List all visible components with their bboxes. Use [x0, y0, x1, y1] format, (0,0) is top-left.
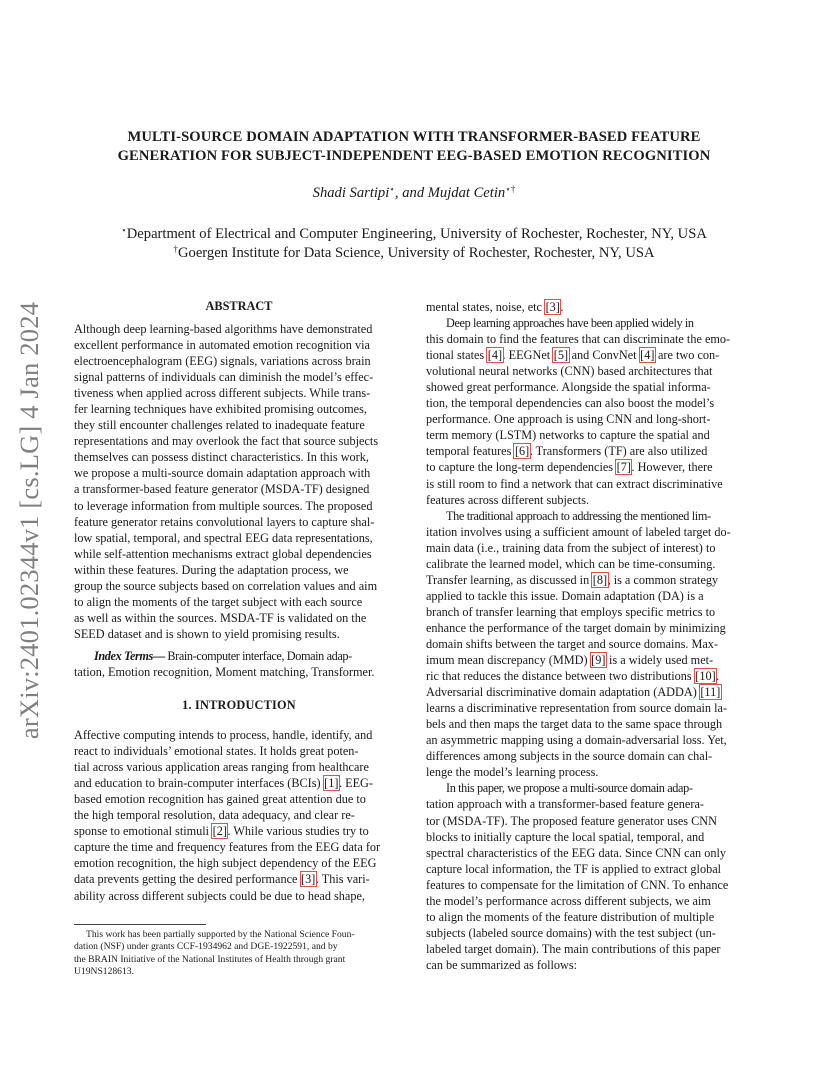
body-line: differences among subjects in the source domain can chal- [426, 749, 713, 764]
body-line [426, 299, 756, 315]
body-text: to capture the long-term dependencies [426, 460, 617, 475]
body-text: . Transformers (TF) are also utilized [529, 444, 708, 459]
citation-link[interactable]: [2] [212, 824, 227, 839]
affiliation-line [74, 225, 754, 244]
body-line: performance. One approach is using CNN and long-short- [426, 412, 711, 427]
body-line: subjects (labeled source domains) with the test subject (un- [426, 925, 716, 940]
abstract-line: themselves can possess distinct characteristics. In this work, [74, 450, 369, 465]
abstract-line: a transformer-based feature generator (MSDA-TF) designed [74, 482, 370, 497]
arxiv-stamp-text: arXiv:2401.02344v1 [cs.LG] 4 Jan 2024 [14, 301, 45, 739]
citation-link[interactable]: [4] [487, 348, 503, 363]
abstract-line: excellent performance in automated emotion recognition via [74, 338, 370, 353]
intro-line [74, 775, 404, 791]
intro-line: ability across different subjects could be due to head shape, [74, 888, 365, 903]
body-line [426, 459, 756, 475]
funding-footnote [74, 929, 404, 978]
paper-title [74, 128, 754, 166]
body-line: enhance the performance of the target domain by minimizing [426, 620, 726, 635]
body-line: can be summarized as follows: [426, 957, 578, 972]
abstract-line: within these features. During the adaptation process, we [74, 562, 349, 577]
footnote-line: This work has been partially supported by the National Science Foun- [86, 929, 355, 940]
intro-line: react to individuals’ emotional states. It holds great poten- [74, 744, 359, 759]
right-column [426, 299, 756, 973]
abstract-line: electroencephalogram (EEG) signals, variations across brain [74, 354, 371, 369]
intro-line: based emotion recognition has gained great attention due to [74, 792, 366, 807]
abstract-line: SEED dataset and is shown to yield promising results. [74, 626, 340, 641]
abstract-line: feature generator retains convolutional layers to capture shal- [74, 514, 375, 529]
body-line: bels and then maps the target data to the same space through [426, 717, 723, 732]
arxiv-identifier-stamp [10, 296, 50, 744]
body-text: temporal features [426, 444, 515, 459]
abstract-line: group the source subjects based on correlation values and aim [74, 578, 378, 593]
citation-link[interactable]: [4] [640, 348, 655, 363]
affiliations [74, 225, 754, 262]
abstract-line: representations and may overlook the fact that source subjects [74, 434, 379, 449]
body-text: mental states, noise, etc [426, 300, 546, 314]
intro-text: sponse to emotional stimuli [74, 824, 213, 839]
body-line: features to compensate for the limitation of CNN. To enhance [426, 877, 729, 892]
body-text: . [716, 669, 720, 684]
body-line: itation involves using a sufficient amount of labeled target do- [426, 524, 731, 539]
body-line: lenge the model’s learning process. [426, 765, 599, 780]
body-line: tation approach with a transformer-based feature genera- [426, 797, 704, 812]
body-line [426, 572, 756, 588]
citation-link[interactable]: [5] [553, 348, 569, 363]
intro-line: tial across various application areas ranging from healthcare [74, 760, 369, 775]
abstract-line: signal patterns of individuals can diminish the model’s effec- [74, 370, 374, 385]
index-terms-text: Brain-computer interface, Domain adap- [164, 648, 352, 663]
intro-text: . EEG- [338, 776, 373, 791]
abstract-line: as well as within the sources. MSDA-TF is validated on the [74, 610, 367, 625]
body-line [426, 668, 756, 684]
intro-line [74, 871, 404, 887]
citation-link[interactable]: [6] [514, 444, 530, 459]
body-paragraph [426, 508, 756, 781]
body-line: labeled target domain). The main contributions of this paper [426, 941, 721, 956]
author-mark: ⋆ [389, 184, 395, 194]
intro-text: data prevents getting the desired performance [74, 872, 301, 887]
index-terms [74, 648, 404, 680]
citation-link[interactable]: [9] [591, 653, 606, 668]
introduction-paragraph [74, 727, 404, 904]
body-line: main data (i.e., training data from the subject of interest) to [426, 540, 716, 555]
section-heading: 1. INTRODUCTION [182, 698, 296, 713]
abstract-body [74, 321, 404, 642]
affiliation-text: Department of Electrical and Computer Engineering, University of Rochester, Rochester, NY, USA [126, 226, 707, 242]
index-terms-line: tation, Emotion recognition, Moment matching, Transformer. [74, 664, 375, 679]
citation-link[interactable]: [10] [695, 669, 716, 684]
body-line: blocks to initially capture the local spatial, temporal, and [426, 829, 705, 844]
body-text: , is a common strategy [607, 572, 719, 587]
footnote-divider [74, 924, 206, 925]
author-name: Mujdat Cetin [427, 185, 506, 201]
abstract-line: low spatial, temporal, and spectral EEG data representations, [74, 530, 373, 545]
author-mark: ⋆† [505, 184, 516, 194]
intro-line: capture the time and frequency features from the EEG data for [74, 840, 381, 855]
body-text: . [560, 300, 564, 314]
author-name: Shadi Sartipi [312, 185, 390, 201]
body-line: is still room to find a network that can extract discriminative [426, 476, 723, 491]
citation-link[interactable]: [8] [592, 572, 608, 587]
body-text: ric that reduces the distance between two distributions [426, 669, 695, 684]
left-column [74, 321, 404, 904]
footnote-line: dation (NSF) under grants CCF-1934962 and DGE-1922591, and by [74, 941, 338, 953]
title-line: MULTI-SOURCE DOMAIN ADAPTATION WITH TRANSFORMER-BASED FEATURE [127, 129, 701, 145]
body-line [426, 684, 756, 700]
intro-line: emotion recognition, the high subject dependency of the EEG [74, 856, 377, 871]
abstract-line: to leverage information from multiple sources. The proposed [74, 498, 373, 513]
body-line: The traditional approach to addressing the mentioned lim- [446, 508, 711, 523]
abstract-line: Although deep learning-based algorithms have demonstrated [74, 322, 373, 336]
body-paragraph [426, 780, 756, 973]
body-line [426, 652, 756, 668]
intro-line: Affective computing intends to process, handle, identify, and [74, 728, 373, 743]
body-line: to align the moments of the feature distribution of multiple [426, 909, 715, 924]
body-paragraph [426, 315, 756, 508]
citation-link[interactable]: [11] [700, 685, 721, 700]
citation-link[interactable]: [7] [616, 460, 631, 475]
intro-text: . While various studies try to [227, 824, 369, 839]
citation-link[interactable]: [3] [301, 872, 316, 887]
body-text: Transfer learning, as discussed in [426, 572, 593, 587]
body-line: an asymmetric mapping using a domain-adversarial loss. Yet, [426, 733, 727, 748]
body-line: tion, the temporal dependencies can also boost the model’s [426, 396, 715, 411]
body-text: Adversarial discriminative domain adaptation (ADDA) [426, 685, 700, 700]
index-terms-label: Index Terms— [94, 648, 165, 663]
abstract-heading: ABSTRACT [205, 299, 273, 313]
footnote-line: the BRAIN Initiative of the National Institutes of Health through grant [74, 953, 346, 965]
body-line: branch of transfer learning that employs specific metrics to [426, 604, 716, 619]
body-line: capture local information, the TF is applied to extract global [426, 861, 722, 876]
intro-text: . This vari- [315, 872, 370, 887]
citation-link[interactable]: [1] [324, 776, 339, 791]
body-line: In this paper, we propose a multi-source domain adap- [446, 781, 693, 796]
body-text: and ConvNet [568, 348, 640, 363]
body-line [426, 347, 756, 363]
body-text: tional states [426, 348, 488, 363]
body-text: . However, there [631, 460, 713, 475]
affiliation-mark: ⋆ [121, 225, 127, 235]
abstract-line: to align the moments of the target subject with each source [74, 594, 363, 609]
body-line [426, 443, 756, 459]
continued-paragraph [426, 299, 756, 315]
body-line: calibrate the learned model, which can be time-consuming. [426, 556, 716, 571]
title-line: GENERATION FOR SUBJECT-INDEPENDENT EEG-BASED EMOTION RECOGNITION [117, 148, 711, 164]
body-line: Deep learning approaches have been applied widely in [446, 316, 694, 331]
intro-text: and education to brain-computer interfaces (BCIs) [74, 776, 324, 791]
body-line: learns a discriminative representation from source domain la- [426, 701, 728, 716]
abstract-line: while self-attention mechanisms extract global dependencies [74, 546, 372, 561]
index-terms-line [74, 648, 404, 664]
body-text: are two con- [654, 348, 720, 363]
affiliation-line [74, 244, 754, 263]
intro-line [74, 823, 404, 839]
affiliation-mark: † [173, 243, 178, 254]
citation-link[interactable]: [3] [545, 300, 560, 314]
body-text: . EEGNet [502, 348, 554, 363]
body-text: imum mean discrepancy (MMD) [426, 653, 591, 668]
footnote-line: U19NS128613. [74, 965, 134, 977]
body-line: features across different subjects. [426, 492, 590, 507]
body-line: tor (MSDA-TF). The proposed feature generator uses CNN [426, 813, 717, 828]
affiliation-text: Goergen Institute for Data Science, University of Rochester, Rochester, NY, USA [177, 244, 655, 261]
author-list [74, 184, 754, 203]
body-line: term memory (LSTM) networks to capture the spatial and [426, 428, 710, 443]
abstract-line: they still encounter challenges related to inadequate feature [74, 418, 365, 433]
intro-line: the high temporal resolution, data adequacy, and clear re- [74, 808, 355, 823]
abstract-line: fer learning techniques have exhibited promising outcomes, [74, 402, 367, 417]
body-line: volutional neural networks (CNN) based architectures that [426, 364, 713, 379]
body-line: the model’s performance across different subjects, we aim [426, 893, 711, 908]
body-line: applied to tackle this issue. Domain adaptation (DA) is a [426, 588, 704, 603]
author-connector: , and [394, 185, 428, 201]
body-text: is a widely used met- [605, 653, 714, 668]
abstract-line: tiveness when applied across different subjects. While trans- [74, 386, 371, 401]
abstract-line: we propose a multi-source domain adaptation approach with [74, 466, 371, 481]
body-line: this domain to find the features that can discriminate the emo- [426, 332, 731, 347]
body-line: showed great performance. Alongside the spatial informa- [426, 380, 711, 395]
body-line: spectral characteristics of the EEG data. Since CNN can only [426, 845, 727, 860]
body-line: domain shifts between the target and source domains. Max- [426, 636, 718, 651]
